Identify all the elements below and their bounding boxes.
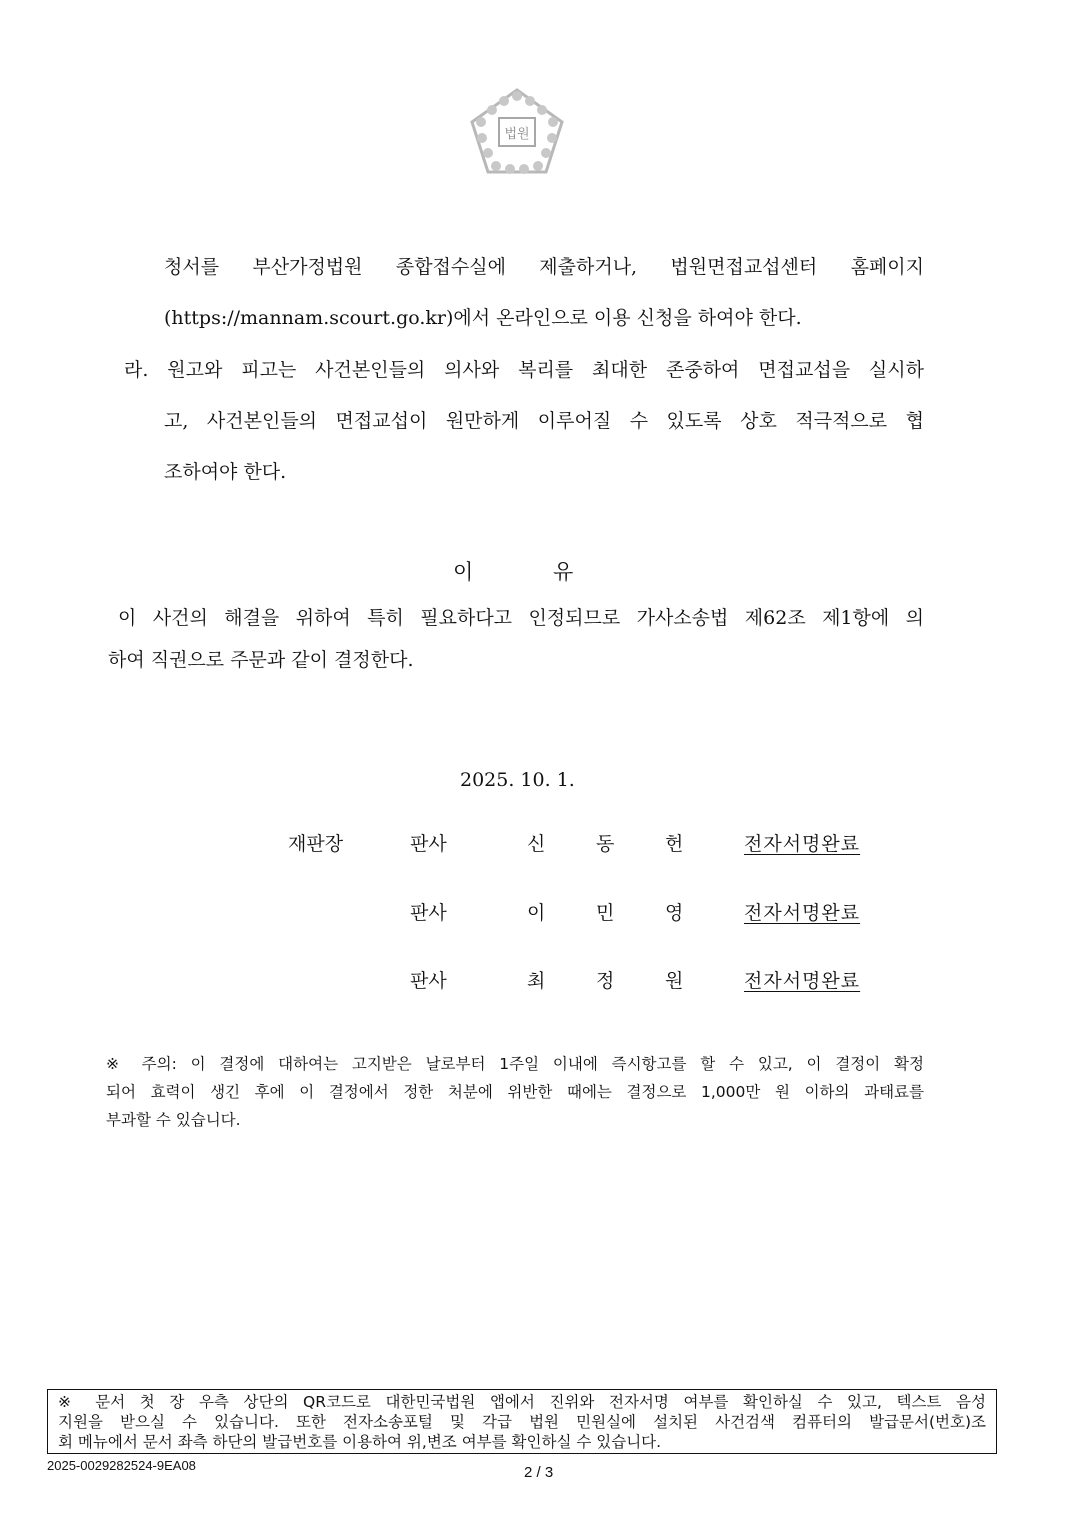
notice-line: 되어 효력이 생긴 후에 이 결정에서 정한 처분에 위반한 때에는 결정으로 1,000만 원 이하의 과태료를 <box>106 1083 924 1101</box>
signature-name-char: 최 <box>527 970 546 992</box>
footer-line: ※ 문서 첫 장 우측 상단의 QR코드로 대한민국법원 앱에서 진위와 전자서명 여부를 확인하실 수 있고, 텍스트 음성 <box>58 1393 986 1411</box>
body-line: 조하여야 한다. <box>164 461 287 483</box>
footer-line: 지원을 받으실 수 있습니다. 또한 전자소송포털 및 각급 법원 민원실에 설치된 사건검색 컴퓨터의 발급문서(번호)조 <box>58 1413 986 1431</box>
court-emblem <box>466 86 568 176</box>
notice-line: ※ 주의: 이 결정에 대하여는 고지받은 날로부터 1주일 이내에 즉시항고를 할 수 있고, 이 결정이 확정 <box>106 1055 924 1073</box>
decision-date: 2025. 10. 1. <box>460 769 575 791</box>
body-line: 청서를 부산가정법원 종합접수실에 제출하거나, 법원면접교섭센터 홈페이지 <box>164 256 924 278</box>
footer-line: 회 메뉴에서 문서 좌측 하단의 발급번호를 이용하여 위,변조 여부를 확인하실 수 있습니다. <box>58 1433 662 1451</box>
emblem-text: 법원 <box>504 127 530 142</box>
body-line: (https://mannam.scourt.go.kr)에서 온라인으로 이용 신청을 하여야 한다. <box>164 307 802 329</box>
signature-name-char: 정 <box>596 970 615 992</box>
notice-line: 부과할 수 있습니다. <box>106 1111 241 1129</box>
signature-name-char: 신 <box>527 833 546 855</box>
body-line: 고, 사건본인들의 면접교섭이 원만하게 이루어질 수 있도록 상호 적극적으로 협 <box>164 410 924 432</box>
reason-heading-right: 유 <box>553 560 574 584</box>
signature-name-char: 영 <box>665 902 684 924</box>
electronic-signature-mark: 전자서명완료 <box>744 833 861 855</box>
signature-name-char: 동 <box>596 833 615 855</box>
signature-title: 판사 <box>410 833 447 855</box>
reason-heading-left: 이 <box>453 560 474 584</box>
electronic-signature-mark: 전자서명완료 <box>744 902 861 924</box>
signature-name-char: 헌 <box>665 833 684 855</box>
signature-role: 재판장 <box>288 833 344 855</box>
signature-name-char: 민 <box>596 902 615 924</box>
reason-line: 이 사건의 해결을 위하여 특히 필요하다고 인정되므로 가사소송법 제62조 제1항에 의 <box>118 607 924 629</box>
electronic-signature-mark: 전자서명완료 <box>744 970 861 992</box>
signature-title: 판사 <box>410 970 447 992</box>
reason-line: 하여 직권으로 주문과 같이 결정한다. <box>108 649 414 671</box>
verification-notice-box <box>47 1389 997 1454</box>
page-number: 2 / 3 <box>524 1464 554 1481</box>
signature-title: 판사 <box>410 902 447 924</box>
issue-number: 2025-0029282524-9EA08 <box>47 1458 196 1473</box>
body-line: 라. 원고와 피고는 사건본인들의 의사와 복리를 최대한 존중하여 면접교섭을 실시하 <box>124 359 924 381</box>
signature-name-char: 원 <box>665 970 684 992</box>
signature-name-char: 이 <box>527 902 546 924</box>
